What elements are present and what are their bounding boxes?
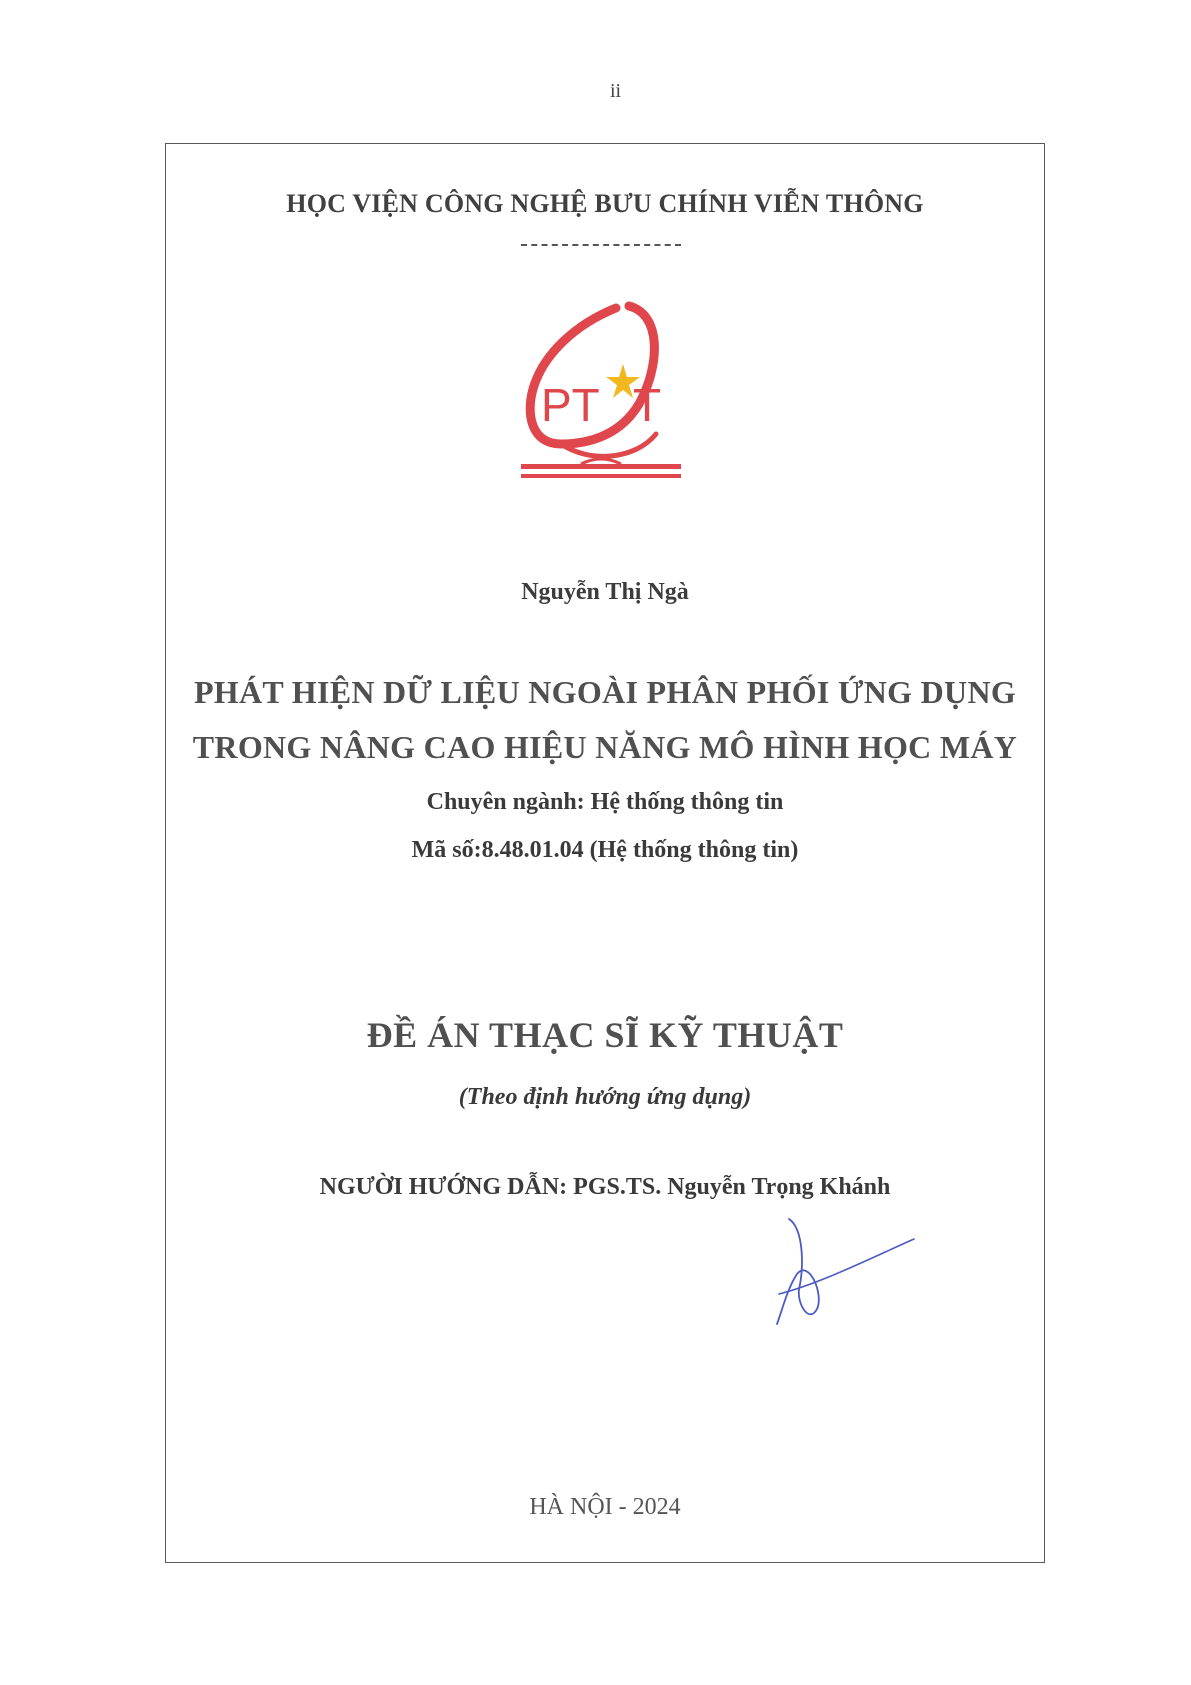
orientation: (Theo định hướng ứng dụng): [458, 1084, 752, 1110]
logo-text-t: T: [633, 379, 662, 431]
place-and-year: HÀ NỘI - 2024: [529, 1494, 681, 1520]
decorative-divider: [521, 244, 681, 246]
institute-name: HỌC VIỆN CÔNG NGHỆ BƯU CHÍNH VIỄN THÔNG: [286, 189, 924, 218]
signature-icon: [769, 1209, 919, 1329]
ptit-logo-icon: [521, 294, 681, 494]
author-name: Nguyễn Thị Ngà: [521, 579, 689, 605]
program-code: Mã số:8.48.01.04 (Hệ thống thông tin): [411, 837, 799, 863]
advisor: NGƯỜI HƯỚNG DẪN: PGS.TS. Nguyễn Trọng Khánh: [319, 1174, 891, 1200]
page-number: ii: [609, 80, 622, 102]
cover-frame: [165, 143, 1045, 1563]
thesis-title-line-2: TRONG NÂNG CAO HIỆU NĂNG MÔ HÌNH HỌC MÁY: [192, 729, 1018, 765]
thesis-title-line-1: PHÁT HIỆN DỮ LIỆU NGOÀI PHÂN PHỐI ỨNG DỤNG: [193, 674, 1017, 710]
logo-text-pt: PT: [541, 379, 600, 431]
major: Chuyên ngành: Hệ thống thông tin: [426, 789, 784, 815]
degree-title: ĐỀ ÁN THẠC SĨ KỸ THUẬT: [366, 1015, 844, 1055]
